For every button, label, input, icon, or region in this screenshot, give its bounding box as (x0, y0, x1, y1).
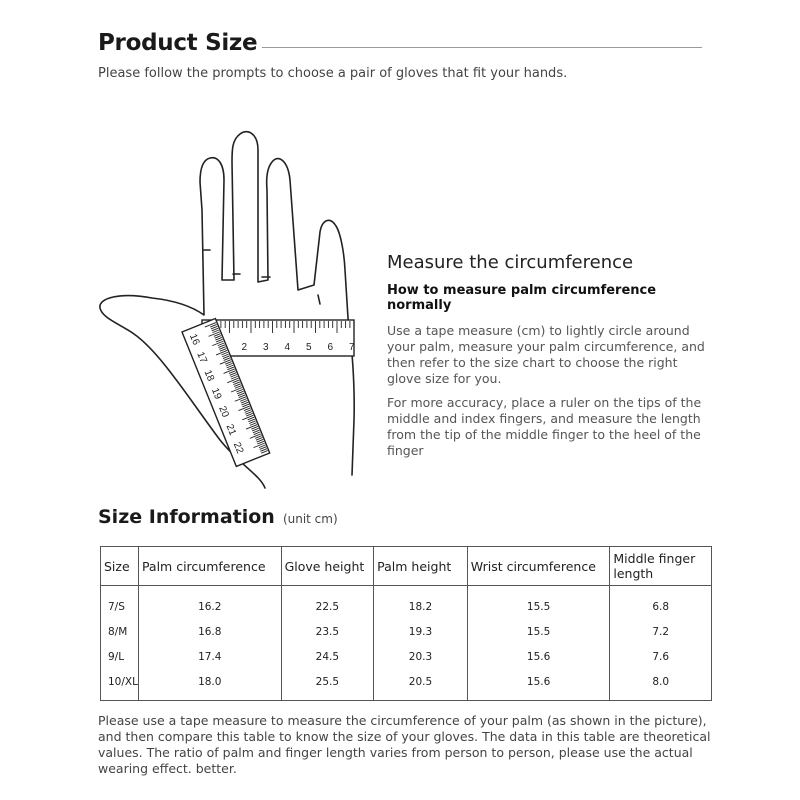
measure-title: Measure the circumference (387, 252, 634, 273)
table-cell: 15.5 (467, 619, 610, 644)
table-cell: 17.4 (138, 644, 281, 669)
table-cell: 15.6 (467, 644, 610, 669)
measure-paragraph-2: For more accuracy, place a ruler on the tips of the middle and index fingers, and measure the length from the tip of the middle finger to the heel of the finger (387, 395, 702, 458)
table-row (101, 644, 712, 669)
ruler-mark-label: 17 (194, 350, 209, 365)
title-divider (262, 47, 702, 48)
table-cell: 16.2 (138, 586, 281, 620)
table-cell: 15.6 (467, 669, 610, 701)
ruler-mark-label: 4 (284, 342, 291, 353)
table-cell: 7/S (101, 586, 139, 620)
measure-instructions (387, 252, 707, 467)
ruler-mark-label: 3 (263, 342, 269, 353)
column-header: Palm height (374, 547, 468, 586)
table-cell: 23.5 (281, 619, 374, 644)
table-cell: 18.2 (374, 586, 468, 620)
size-info-heading (98, 506, 338, 528)
ruler-mark-label: 19 (208, 386, 224, 401)
ruler-mark-label: 21 (223, 422, 238, 438)
size-info-unit: (unit cm) (282, 512, 338, 526)
table-cell: 8/M (101, 619, 139, 644)
measure-subtitle: How to measure palm circumference normally (387, 283, 657, 313)
page-title: Product Size (98, 30, 258, 56)
table-cell: 16.8 (138, 619, 281, 644)
table-cell: 20.5 (374, 669, 468, 701)
ruler-mark-label: 20 (216, 404, 231, 420)
column-header: Middle finger length (610, 547, 712, 586)
ruler-mark-label: 5 (306, 342, 312, 353)
ruler-mark-label: 7 (349, 342, 355, 353)
ruler-mark-label: 22 (230, 440, 246, 456)
table-cell: 22.5 (281, 586, 374, 620)
table-cell: 19.3 (374, 619, 468, 644)
ruler-mark-label: 2 (241, 342, 248, 353)
table-cell: 7.2 (610, 619, 712, 644)
table-cell: 7.6 (610, 644, 712, 669)
hand-measurement-illustration (90, 120, 370, 490)
table-cell: 15.5 (467, 586, 610, 620)
column-header: Palm circumference (138, 547, 281, 586)
table-header-row (101, 547, 712, 586)
ruler-mark-label: 18 (201, 368, 217, 383)
ruler-mark-label: 16 (187, 332, 202, 347)
table-cell: 20.3 (374, 644, 468, 669)
table-cell: 24.5 (281, 644, 374, 669)
ruler-mark-label: 6 (327, 342, 334, 353)
column-header: Wrist circumference (467, 547, 610, 586)
table-row (101, 586, 712, 620)
table-cell: 25.5 (281, 669, 374, 701)
page-subtitle: Please follow the prompts to choose a pair of gloves that fit your hands. (98, 66, 568, 81)
table-cell: 18.0 (138, 669, 281, 701)
footer-note: Please use a tape measure to measure the circumference of your palm (as shown in the picture), and then compare this table to know the size of your gloves. The data in this table are theoretical values. The ratio of palm and finger length varies from person to person, please use the actual wearing effect. better. (98, 713, 711, 776)
column-header: Size (101, 547, 139, 586)
table-cell: 10/XL (101, 669, 139, 701)
table-row (101, 619, 712, 644)
table-cell: 8.0 (610, 669, 712, 701)
size-table (100, 546, 712, 701)
measure-paragraph-1: Use a tape measure (cm) to lightly circle around your palm, measure your palm circumference, and then refer to the size chart to choose the right glove size for you. (387, 323, 705, 386)
column-header: Glove height (281, 547, 374, 586)
size-info-title: Size Information (98, 506, 275, 528)
table-cell: 6.8 (610, 586, 712, 620)
table-cell: 9/L (101, 644, 139, 669)
table-row (101, 669, 712, 701)
